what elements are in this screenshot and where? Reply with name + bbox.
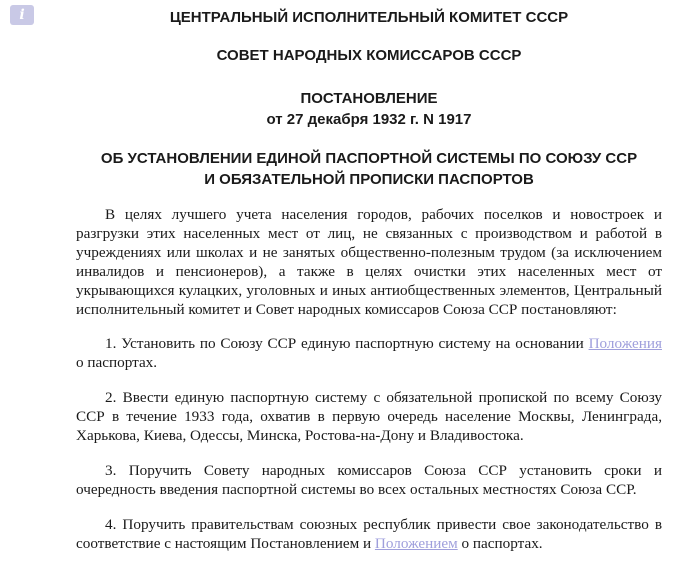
document-title [76, 148, 662, 190]
regulation-link-2[interactable]: Положением [374, 534, 458, 552]
document-type-block [76, 88, 662, 130]
issuer-snk: СОВЕТ НАРОДНЫХ КОМИССАРОВ СССР [216, 47, 522, 64]
title-line-2: И ОБЯЗАТЕЛЬНОЙ ПРОПИСКИ ПАСПОРТОВ [204, 171, 534, 188]
item-1-paragraph [76, 335, 662, 373]
item-2-paragraph: 2. Ввести единую паспортную систему с обязательной пропиской по всему Союзу ССР в течение 1933 года, охватив в первую очередь население Москвы, Ленинграда, Харькова, Киева, Одессы, Минска, Ростова-на-Дону и Владивостока. [76, 389, 662, 445]
preamble-paragraph: В целях лучшего учета населения городов, рабочих поселков и новостроек и разгрузки этих населенных мест от лиц, не связанных с производством и работой в учреждениях или школах и не занятых общественно-полезным трудом (за исключением инвалидов и пенсионеров), а также в целях очистки этих населенных мест от укрывающихся кулацких, уголовных и иных антиобщественных элементов, Центральный исполнительный комитет и Совет народных комиссаров Союза ССР постановляют: [76, 206, 662, 318]
document-date: от 27 декабря 1932 г. N 1917 [266, 111, 472, 128]
info-icon[interactable]: i [10, 5, 34, 25]
document-type: ПОСТАНОВЛЕНИЕ [300, 90, 438, 107]
item-4-paragraph [76, 516, 662, 554]
title-line-1: ОБ УСТАНОВЛЕНИИ ЕДИНОЙ ПАСПОРТНОЙ СИСТЕМЫ ПО СОЮЗУ ССР [100, 150, 638, 167]
item-3-paragraph: 3. Поручить Совету народных комиссаров Союза ССР установить сроки и очередность введения паспортной системы во всех остальных местностях Союза ССР. [76, 461, 662, 498]
item-1-text: 1. Установить по Союзу ССР единую паспортную систему на основании [105, 335, 589, 353]
regulation-link[interactable]: Положения [588, 335, 662, 353]
item-1-tail: о паспортах. [76, 354, 158, 372]
item-4-text: 4. Поручить правительствам союзных республик привести свое законодательство в соответствие с настоящим Постановлением и [76, 515, 662, 552]
issuer-cik: ЦЕНТРАЛЬНЫЙ ИСПОЛНИТЕЛЬНЫЙ КОМИТЕТ СССР [169, 9, 569, 26]
item-4-tail: о паспортах. [457, 534, 543, 552]
document-body [76, 206, 662, 570]
